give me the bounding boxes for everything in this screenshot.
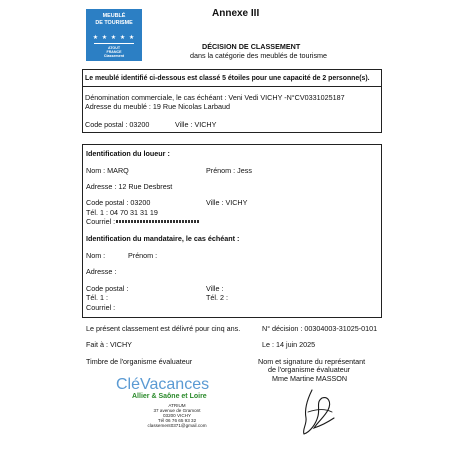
validity-text: Le présent classement est délivré pour cinq ans.: [86, 324, 241, 333]
redacted-email: [116, 220, 200, 223]
stamp-line3: 03200 VICHY: [162, 413, 192, 418]
decision-subtitle: dans la catégorie des meublés de tourisme: [190, 51, 328, 60]
annex-title: Annexe III: [212, 8, 260, 19]
place-text: Fait à : VICHY: [86, 340, 132, 349]
logo-rule: [94, 43, 134, 44]
meuble-address: Adresse du meublé : 19 Rue Nicolas Larbaud: [85, 102, 231, 111]
loueur-heading: Identification du loueur :: [86, 149, 170, 158]
mandataire-postal-code: Code postal :: [86, 284, 129, 293]
logo-stars: ★ ★ ★ ★ ★: [92, 35, 136, 41]
meuble-city: Ville : VICHY: [175, 120, 217, 129]
loueur-tel: Tél. 1 : 04 70 31 31 19: [86, 208, 158, 217]
mandataire-name: Nom :: [86, 251, 106, 260]
loueur-postal-code: Code postal : 03200: [86, 198, 151, 207]
stamp-line4: Tél 06 76 65 93 32: [157, 418, 197, 423]
decision-number: N° décision : 00304003-31025-0101: [262, 324, 378, 333]
classification-divider: [82, 86, 382, 87]
logo-line4: FRANCE: [106, 50, 122, 54]
loueur-name: Nom : MARQ: [86, 166, 129, 175]
loueur-address: Adresse : 12 Rue Desbrest: [86, 182, 173, 191]
mandataire-heading: Identification du mandataire, le cas échéant :: [86, 234, 240, 243]
logo-line5: Classement: [103, 54, 125, 58]
stamp-region: Allier & Saône et Loire: [132, 393, 207, 400]
mandataire-address: Adresse :: [86, 267, 117, 276]
clevacances-logo: CléVacances: [116, 376, 210, 393]
decision-title: DÉCISION DE CLASSEMENT: [202, 42, 301, 51]
loueur-courriel-label: Courriel :: [86, 217, 116, 226]
meuble-de-tourisme-logo: [86, 9, 142, 61]
stamp-line2: 37 avenue de Gramont: [153, 408, 201, 413]
logo-line3: ATOUT: [107, 46, 121, 50]
signatory-name: Mme Martine MASSON: [272, 374, 348, 383]
signature-label-1: Nom et signature du représentant: [258, 357, 366, 366]
mandataire-courriel: Courriel :: [86, 303, 116, 312]
mandataire-tel1: Tél. 1 :: [86, 293, 108, 302]
loueur-city: Ville : VICHY: [206, 198, 248, 207]
meuble-postal-code: Code postal : 03200: [85, 120, 150, 129]
mandataire-city: Ville :: [206, 284, 224, 293]
mandataire-tel2: Tél. 2 :: [206, 293, 228, 302]
denomination: Dénomination commerciale, le cas échéant : Veni Vedi VICHY -N°CV0331025187: [85, 93, 345, 102]
signature-icon: [298, 388, 338, 436]
signature-label-2: de l'organisme évaluateur: [268, 365, 351, 374]
logo-line1: MEUBLÉ: [102, 13, 126, 19]
stamp-line1: ATRIUM: [168, 403, 186, 408]
logo-line2: DE TOURISME: [95, 20, 133, 26]
stamp-line5: classement0371@gmail.com: [147, 423, 207, 428]
clevacances-stamp: [92, 376, 232, 436]
classification-headline: Le meublé identifié ci-dessous est classé 5 étoiles pour une capacité de 2 personne(s).: [85, 75, 370, 82]
loueur-firstname: Prénom : Jess: [206, 166, 252, 175]
stamp-label: Timbre de l'organisme évaluateur: [86, 357, 193, 366]
mandataire-firstname: Prénom :: [128, 251, 158, 260]
date-text: Le : 14 juin 2025: [262, 340, 316, 349]
